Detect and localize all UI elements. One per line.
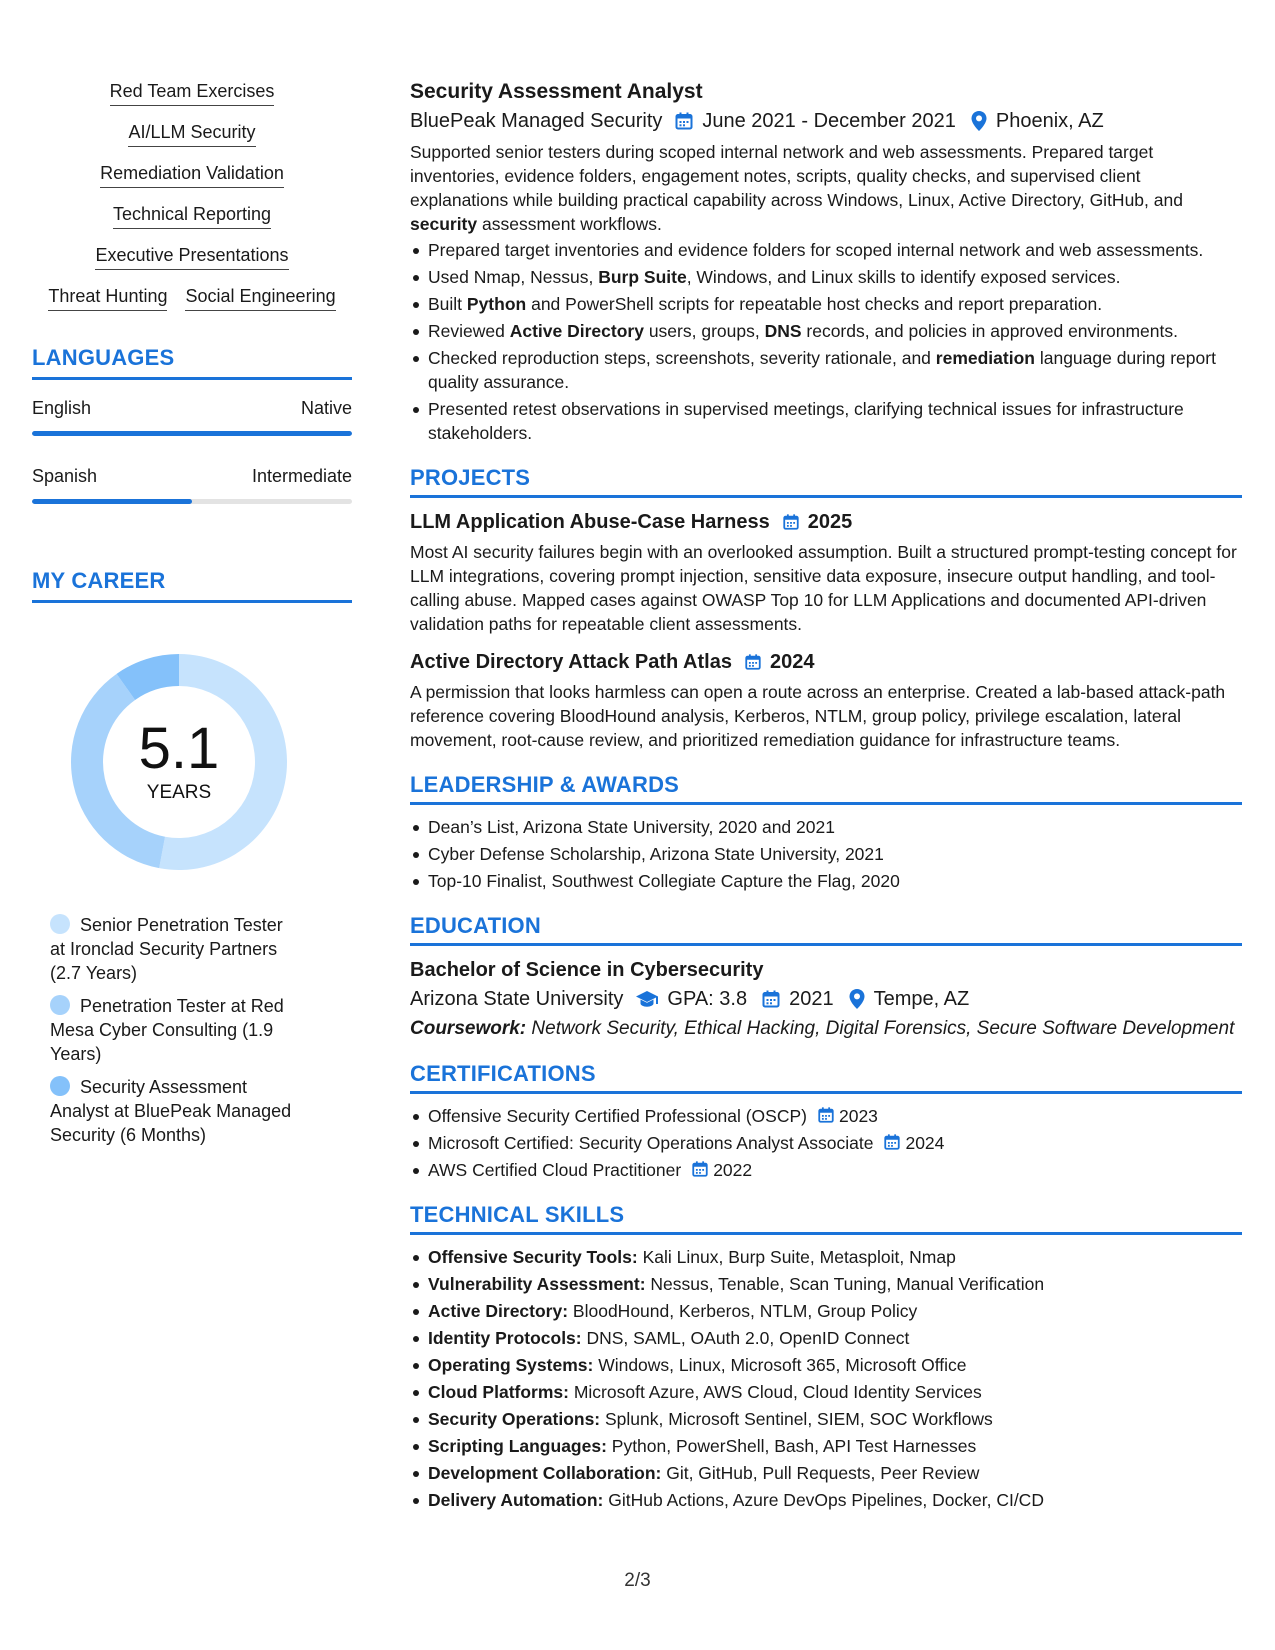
technical-skill-value: DNS, SAML, OAuth 2.0, OpenID Connect [581,1328,910,1348]
page-number: 2/3 [624,1570,651,1591]
language-row [32,398,352,419]
career-legend-item [50,1075,302,1147]
left-column [32,82,352,1156]
certifications-heading: CERTIFICATIONS [410,1061,1242,1094]
job-dates: June 2021 - December 2021 [702,110,956,132]
technical-skill-item [410,1488,1242,1512]
language-bar-fill [32,499,192,504]
job-summary [410,140,1242,236]
technical-skills-heading: TECHNICAL SKILLS [410,1202,1242,1235]
bullet-text: records, and policies in approved environments. [801,321,1178,341]
calendar-icon [674,111,694,131]
education-meta [410,984,1242,1014]
skill-tag-row [32,164,352,188]
right-column [410,78,1242,1515]
job-bullet [410,397,1242,445]
languages-heading: LANGUAGES [32,345,352,380]
project-entry [410,648,1242,752]
job-location: Phoenix, AZ [995,110,1104,132]
job-bullet [410,292,1242,316]
career-legend-label: Penetration Tester at Red Mesa Cyber Consulting (1.9 Years) [50,996,284,1064]
technical-skill-label: Cloud Platforms: [428,1382,569,1402]
career-donut-chart [64,647,294,877]
language-level: Native [300,398,352,418]
job-bullet [410,238,1242,262]
career-section [32,568,352,1147]
job-summary-bold: security [410,214,478,234]
career-legend-dot [50,914,70,934]
graduation-year: 2021 [789,988,834,1010]
language-bar-fill [32,431,352,436]
bullet-text: Built [428,294,467,314]
project-description: Most AI security failures begin with an overlooked assumption. Built a structured prompt-testing concept for LLM integrations, covering prompt injection, sensitive data exposure, insecure output handling, and tool-calling abuse. Mapped cases against OWASP Top 10 for LLM Applications and documented API-driven validation paths for repeatable client assessments. [410,542,1237,634]
career-legend-dot [50,1076,70,1096]
coursework-label: Coursework: [410,1018,527,1039]
education-heading: EDUCATION [410,913,1242,946]
technical-skill-label: Security Operations: [428,1409,601,1429]
certification-item [410,1131,1242,1155]
skill-tag-row [32,287,352,311]
career-legend [32,913,302,1147]
language-bar [32,431,352,436]
technical-skill-label: Operating Systems: [428,1355,594,1375]
bullet-bold: Burp Suite [598,267,687,287]
leadership-heading: LEADERSHIP & AWARDS [410,772,1242,805]
career-legend-label: Security Assessment Analyst at BluePeak Managed Security (6 Months) [50,1077,292,1145]
career-legend-item [50,994,302,1066]
bullet-text: and PowerShell scripts for repeatable host checks and report preparation. [526,294,1103,314]
skill-tag-row [32,82,352,106]
projects-list [410,508,1242,752]
bullet-bold: Active Directory [509,321,644,341]
award-item: Cyber Defense Scholarship, Arizona State University, 2021 [410,842,1242,866]
award-item: Top-10 Finalist, Southwest Collegiate Capture the Flag, 2020 [410,869,1242,893]
project-title-row [410,508,1242,536]
leadership-list [410,815,1242,893]
skill-tag: AI/LLM Security [128,123,255,147]
project-year: 2025 [807,511,853,533]
project-description: A permission that looks harmless can open a route across an enterprise. Created a lab-based attack-path reference covering BloodHound analysis, Kerberos, NTLM, group policy, privilege escalation, lateral movement, root-cause review, and prioritized remediation guidance for infrastructure teams. [410,682,1226,750]
technical-skill-label: Active Directory: [428,1301,569,1321]
language-name: English [32,398,92,418]
project-title: Active Directory Attack Path Atlas [410,651,732,673]
project-title: LLM Application Abuse-Case Harness [410,511,770,533]
project-entry [410,508,1242,636]
job-bullet [410,346,1242,394]
technical-skill-label: Scripting Languages: [428,1436,607,1456]
career-legend-item [50,913,302,985]
technical-skill-item [410,1272,1242,1296]
language-bar [32,499,352,504]
technical-skill-label: Identity Protocols: [428,1328,582,1348]
school-name: Arizona State University [410,988,624,1010]
technical-skill-item [410,1434,1242,1458]
certification-item [410,1158,1242,1182]
bullet-text: Reviewed [428,321,510,341]
job-meta [410,106,1242,136]
calendar-icon [782,513,800,531]
job-summary-text-end: assessment workflows. [477,214,662,234]
technical-skills-list [410,1245,1242,1512]
skill-tag-row [32,123,352,147]
career-legend-label: Senior Penetration Tester at Ironclad Security Partners (2.7 Years) [50,915,283,983]
calendar-icon [883,1133,901,1151]
language-item [32,398,352,436]
technical-skill-value: Kali Linux, Burp Suite, Metasploit, Nmap [637,1247,956,1267]
bullet-text: Presented retest observations in supervised meetings, clarifying technical issues for infrastructure stakeholders. [428,399,1184,443]
languages-list [32,398,352,504]
job-bullet [410,319,1242,343]
language-row [32,466,352,487]
language-name: Spanish [32,466,98,486]
bullet-text: language during report quality assurance. [428,348,1216,392]
school-location: Tempe, AZ [873,988,970,1010]
technical-skill-item [410,1245,1242,1269]
job-bullets [410,238,1242,445]
bullet-text: Prepared target inventories and evidence folders for scoped internal network and web assessments. [428,240,1204,260]
bullet-text: Checked reproduction steps, screenshots, severity rationale, and [428,348,936,368]
job-bullet [410,265,1242,289]
bullet-text: users, groups, [643,321,765,341]
calendar-icon [691,1160,709,1178]
technical-skill-label: Vulnerability Assessment: [428,1274,646,1294]
project-title-row [410,648,1242,676]
calendar-icon [744,653,762,671]
skill-tag: Social Engineering [185,287,335,311]
degree-title: Bachelor of Science in Cybersecurity [410,959,764,981]
technical-skill-item [410,1407,1242,1431]
bullet-bold: Python [466,294,527,314]
certification-year: 2024 [905,1133,945,1153]
skill-tag-row [32,246,352,270]
award-item: Dean’s List, Arizona State University, 2020 and 2021 [410,815,1242,839]
bullet-bold: remediation [935,348,1035,368]
skill-tag: Executive Presentations [95,246,288,270]
career-total-value: 5.1 [138,716,220,781]
career-heading: MY CAREER [32,568,352,603]
technical-skill-value: Splunk, Microsoft Sentinel, SIEM, SOC Workflows [600,1409,993,1429]
skill-tag-row [32,205,352,229]
technical-skill-value: Python, PowerShell, Bash, API Test Harnesses [606,1436,977,1456]
languages-section [32,345,352,504]
technical-skill-value: Windows, Linux, Microsoft 365, Microsoft Office [593,1355,967,1375]
projects-heading: PROJECTS [410,465,1242,498]
technical-skill-item [410,1299,1242,1323]
job-summary-text: Supported senior testers during scoped internal network and web assessments. Prepared target inventories, evidence folders, engagement notes, scripts, quality checks, and supervised client explanations while building practical capability across Windows, Linux, Active Directory, GitHub, and [410,142,1183,210]
location-pin-icon [848,988,866,1010]
certification-year: 2023 [838,1106,878,1126]
technical-skill-value: Git, GitHub, Pull Requests, Peer Review [661,1463,980,1483]
certification-name: AWS Certified Cloud Practitioner [428,1160,682,1180]
language-item [32,466,352,504]
certification-item [410,1104,1242,1128]
technical-skill-item [410,1380,1242,1404]
language-level: Intermediate [251,466,352,486]
gpa: GPA: 3.8 [667,988,748,1010]
education-entry [410,956,1242,1041]
certification-year: 2022 [713,1160,753,1180]
skill-tag: Threat Hunting [48,287,167,311]
technical-skill-label: Delivery Automation: [428,1490,604,1510]
coursework-text: Network Security, Ethical Hacking, Digital Forensics, Secure Software Development [526,1018,1235,1039]
career-legend-dot [50,995,70,1015]
skill-tags [32,82,352,311]
bullet-bold: DNS [764,321,802,341]
experience-entry [410,78,1242,445]
technical-skill-label: Development Collaboration: [428,1463,662,1483]
skill-tag: Technical Reporting [113,205,271,229]
bullet-text: Used Nmap, Nessus, [428,267,599,287]
bullet-text: , Windows, and Linux skills to identify exposed services. [686,267,1121,287]
technical-skill-value: GitHub Actions, Azure DevOps Pipelines, Docker, CI/CD [603,1490,1044,1510]
technical-skill-label: Offensive Security Tools: [428,1247,638,1267]
technical-skill-value: Nessus, Tenable, Scan Tuning, Manual Verification [645,1274,1045,1294]
skill-tag: Remediation Validation [100,164,284,188]
technical-skill-item [410,1326,1242,1350]
project-year: 2024 [769,651,815,673]
calendar-icon [817,1106,835,1124]
career-total-unit: YEARS [146,782,212,803]
coursework [410,1016,1242,1041]
company-name: BluePeak Managed Security [410,110,663,132]
location-pin-icon [970,110,988,132]
calendar-icon [761,989,781,1009]
technical-skill-item [410,1461,1242,1485]
certification-name: Microsoft Certified: Security Operations Analyst Associate [428,1133,874,1153]
job-title: Security Assessment Analyst [410,80,703,103]
technical-skill-value: Microsoft Azure, AWS Cloud, Cloud Identity Services [568,1382,982,1402]
skill-tag: Red Team Exercises [110,82,275,106]
technical-skill-item [410,1353,1242,1377]
technical-skill-value: BloodHound, Kerberos, NTLM, Group Policy [568,1301,918,1321]
certification-name: Offensive Security Certified Professional (OSCP) [428,1106,807,1126]
certifications-list [410,1104,1242,1182]
graduation-cap-icon [635,989,659,1009]
